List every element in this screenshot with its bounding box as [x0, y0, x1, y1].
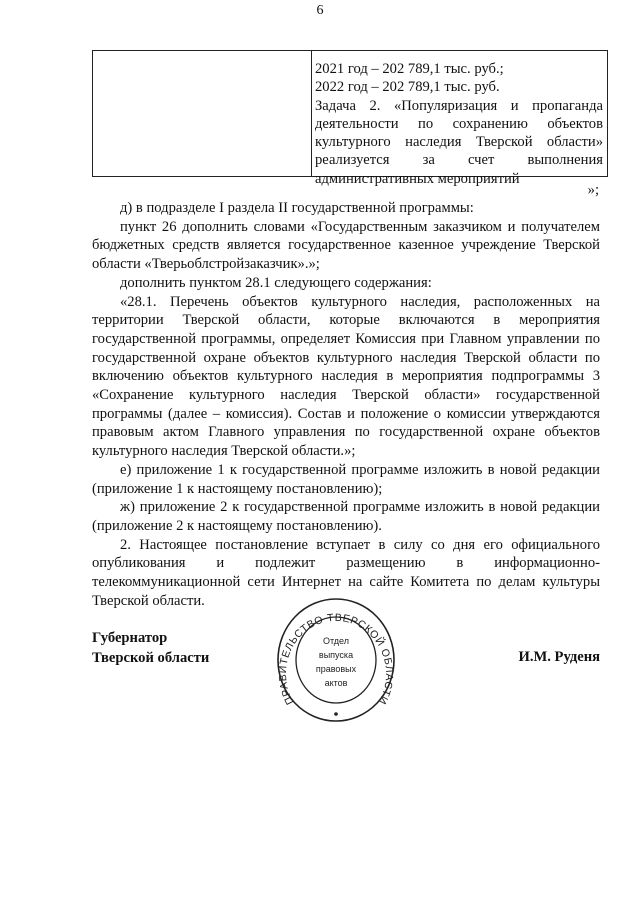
signatory-title: [92, 628, 209, 668]
signatory-title-line: Тверской области: [92, 650, 210, 666]
stamp-ring-text: ПРАВИТЕЛЬСТВО ТВЕРСКОЙ ОБЛАСТИ: [276, 611, 396, 707]
signatory-name: И.М. Руденя: [518, 649, 600, 665]
table-line: 2021 год – 202 789,1 тыс. руб.;: [315, 61, 504, 77]
budget-table: [92, 50, 608, 187]
stamp-center-line: Отдел: [322, 636, 350, 646]
stamp-center-line: выпуска: [318, 650, 354, 660]
table-line: Задача 2. «Популяризация и пропаганда: [315, 97, 603, 114]
stamp-center-line: правовых: [315, 664, 357, 674]
official-stamp: [275, 597, 397, 724]
page-number: 6: [316, 3, 324, 18]
paragraph-2: 2. Настоящее постановление вступает в силу со дня его официального опубликования и подлежит размещению в информационно-телекоммуникационной сети Интернет на сайте Комитета по делам культуры Тверской области.: [92, 536, 600, 609]
table-right-cell: [315, 60, 603, 188]
paragraph-item-26: пункт 26 дополнить словами «Государственным заказчиком и получателем бюджетных средств является государственное казенное учреждение Тверской области «Тверьоблстройзаказчик».»;: [92, 218, 600, 273]
stamp-graphic: [275, 597, 397, 724]
paragraph-e: е) приложение 1 к государственной программе изложить в новой редакции (приложение 1 к настоящему постановлению);: [92, 461, 600, 497]
table-line: деятельности по сохранению объектов: [315, 115, 603, 132]
signatory-title-line: Губернатор: [92, 630, 168, 646]
table-line: 2022 год – 202 789,1 тыс. руб.: [315, 79, 500, 96]
table-line: реализуется за счет выполнения: [315, 152, 603, 169]
paragraph-zh: ж) приложение 2 к государственной программе изложить в новой редакции (приложение 2 к настоящему постановлению).: [92, 499, 600, 534]
document-body: [92, 199, 600, 610]
stamp-center-line: актов: [324, 678, 348, 688]
table-line: административных мероприятий: [315, 170, 520, 187]
paragraph-d: д) в подразделе I раздела II государственной программы:: [120, 200, 474, 216]
paragraph-add-28-1: дополнить пунктом 28.1 следующего содержания:: [120, 274, 432, 291]
table-column-divider: [311, 51, 312, 176]
quote-close: »;: [587, 182, 599, 198]
paragraph-28-1: «28.1. Перечень объектов культурного наследия, расположенных на территории Тверской области, которые включаются в мероприятия государственной программы, определяет Комиссия при Главном управлении по государственной охране объектов культурного наследия Тверской области по включению объектов культурного наследия в мероприятия подпрограммы 3 «Сохранение культурного наследия Тверской области» государственной программы (далее – комиссия). Состав и положение о комиссии утверждаются правовым актом Главного управления по государственной охране объектов культурного наследия Тверской области.»;: [92, 293, 600, 460]
table-line: культурного наследия Тверской области»: [315, 134, 603, 151]
